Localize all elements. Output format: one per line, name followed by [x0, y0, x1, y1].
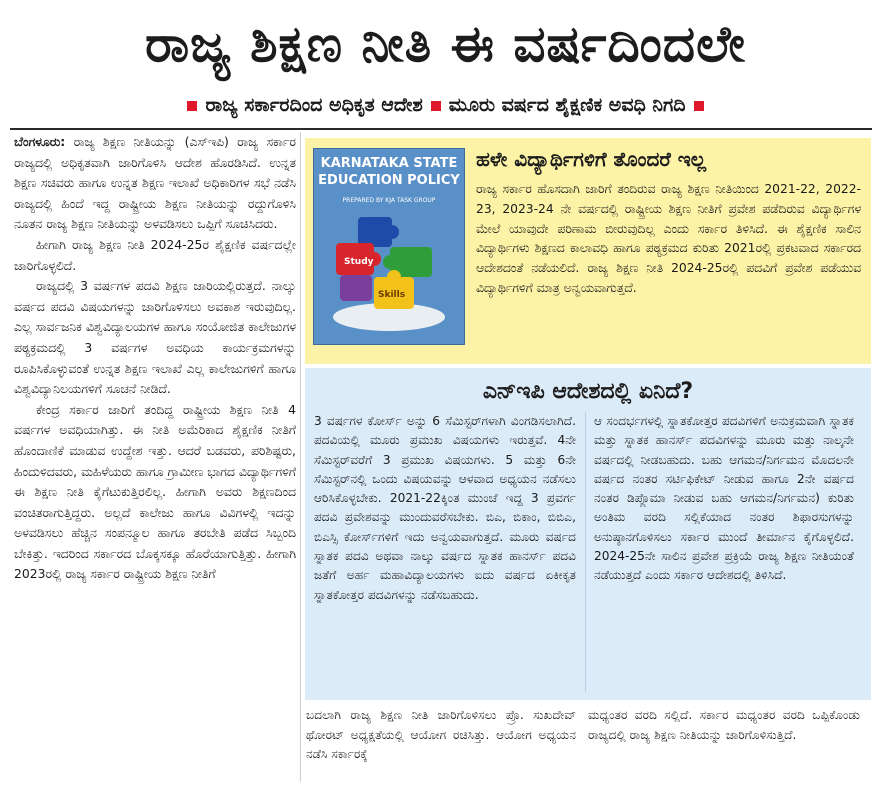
- red-bullet-icon: [187, 101, 197, 111]
- subheadline-part2: ಮೂರು ವರ್ಷದ ಶೈಕ್ಷಣಿಕ ಅವಧಿ ನಿಗದಿ: [448, 94, 686, 116]
- puzzle-pieces-illustration: [328, 209, 450, 334]
- subheadline: [40, 90, 851, 120]
- story-paragraph: ರಾಜ್ಯದಲ್ಲಿ 3 ವರ್ಷಗಳ ಪದವಿ ಶಿಕ್ಷಣ ಜಾರಿಯಲ್ಲಿರುತ್ತದೆ. ನಾಲ್ಕು ವರ್ಷದ ಪದವಿ ವಿಷಯಗಳನ್ನು ಜಾರಿಗೊಳಿಸಲು ಅವಕಾಶ ಇರುವುದಿಲ್ಲ. ಎಲ್ಲ ಸಾರ್ವಜನಿಕ ವಿಶ್ವವಿದ್ಯಾಲಯಗಳ ಹಾಗೂ ಸಂಯೋಜಿತ ಕಾಲೇಜುಗಳ ಪಠ್ಯಕ್ರಮದಲ್ಲಿ 3 ವರ್ಷಗಳ ಅವಧಿಯ ಕಾರ್ಯಕ್ರಮಗಳನ್ನು ರೂಪಿಸಿಕೊಳ್ಳುವಂತೆ ಉನ್ನತ ಶಿಕ್ಷಣ ಇಲಾಖೆ ಎಲ್ಲ ಕಾಲೇಜುಗಳಿಗೆ ಹಾಗೂ ವಿಶ್ವವಿದ್ಯಾನಿಲಯಗಳಿಗೆ ಸೂಚನೆ ನೀಡಿದೆ.: [14, 278, 296, 397]
- story-paragraph: [14, 132, 296, 235]
- cover-prepared-by: PREPARED BY KJA TASK GROUP: [342, 197, 436, 204]
- red-bullet-icon: [431, 101, 441, 111]
- continuation-column-1: ಬದಲಾಗಿ ರಾಜ್ಯ ಶಿಕ್ಷಣ ನೀತಿ ಜಾರಿಗೊಳಿಸಲು ಪ್ರೊ. ಸುಖದೇವ್ ಥೋರಟ್ ಅಧ್ಯಕ್ಷತೆಯಲ್ಲಿ ಆಯೋಗ ರಚಿಸಿತ್ತು. ಆಯೋಗ ಅಧ್ಯಯನ ನಡೆಸಿ ಸರ್ಕಾರಕ್ಕೆ: [306, 708, 576, 761]
- red-bullet-icon: [694, 101, 704, 111]
- blue-box-column-2: ಆ ಸಂದರ್ಭಗಳಲ್ಲಿ ಸ್ನಾತಕೋತ್ತರ ಪದವಿಗಳಿಗೆ ಅನುಕ್ರಮವಾಗಿ ಸ್ನಾತಕ ಮತ್ತು ಸ್ನಾತಕ ಹಾನರ್ಸ್ ಪದವಿಗಳನ್ನು ಮೂರು ಮತ್ತು ನಾಲ್ಕನೇ ವರ್ಷದಲ್ಲಿ ನೀಡಬಹುದು. ಬಹು ಆಗಮನ/ನಿರ್ಗಮನ ಮೊದಲನೇ ವರ್ಷದ ನಂತರ ಸರ್ಟಿಫಿಕೇಟ್ ನೀಡುವ ಹಾಗೂ 2ನೇ ವರ್ಷದ ನಂತರ ಡಿಪ್ಲೊಮಾ ನೀಡುವ ಬಹು ಆಗಮನ/ನಿರ್ಗಮನ) ಕುರಿತು ಅಂತಿಮ ವರದಿ ಸಲ್ಲಿಕೆಯಾದ ನಂತರ ಶಿಫಾರಸುಗಳನ್ನು ಅನುಷ್ಠಾನಗೊಳಿಸಲು ಸರ್ಕಾರ ಮುಂದೆ ತೀರ್ಮಾನ ಕೈಗೊಳ್ಳಲಿದೆ. 2024-25ನೇ ಸಾಲಿನ ಪ್ರವೇಶ ಪ್ರಕ್ರಿಯೆ ರಾಜ್ಯ ಶಿಕ್ಷಣ ನೀತಿಯಂತೆ ನಡೆಯುತ್ತದೆ ಎಂದು ಸರ್ಕಾರ ಆದೇಶದಲ್ಲಿ ತಿಳಿಸಿದೆ.: [594, 414, 854, 583]
- main-story-column: [14, 132, 296, 782]
- story-paragraph: ಹೀಗಾಗಿ ರಾಜ್ಯ ಶಿಕ್ಷಣ ನೀತಿ 2024-25ರ ಶೈಕ್ಷಣಿಕ ವರ್ಷದಲ್ಲೇ ಜಾರಿಗೊಳ್ಳಲಿದೆ.: [14, 236, 296, 273]
- column-divider: [300, 132, 301, 782]
- piece-word-study: Study: [344, 257, 374, 267]
- subheadline-part1: ರಾಜ್ಯ ಸರ್ಕಾರದಿಂದ ಅಧಿಕೃತ ಆದೇಶ: [205, 94, 423, 116]
- header-rule: [10, 128, 872, 130]
- continuation-column-2: ಮಧ್ಯಂತರ ವರದಿ ಸಲ್ಲಿದೆ. ಸರ್ಕಾರ ಮಧ್ಯಂತರ ವರದಿ ಒಪ್ಪಿಕೊಂಡು ರಾಜ್ಯದಲ್ಲಿ ರಾಜ್ಯ ಶಿಕ್ಷಣ ನೀತಿಯನ್ನು ಜಾರಿಗೊಳಿಸುತ್ತಿದೆ.: [588, 708, 860, 742]
- dateline: ಬೆಂಗಳೂರು:: [14, 134, 66, 149]
- policy-cover-image: [313, 148, 465, 345]
- blue-box-heading: ಎನ್‌ಇಪಿ ಆದೇಶದಲ್ಲಿ ಏನಿದೆ?: [482, 379, 694, 404]
- blue-box-column-1: 3 ವರ್ಷಗಳ ಕೋರ್ಸ್ ಅನ್ನು 6 ಸೆಮಿಸ್ಟರ್‌ಗಳಾಗಿ ವಿಂಗಡಿಸಲಾಗಿದೆ. ಪದವಿಯಲ್ಲಿ ಮೂರು ಪ್ರಮುಖ ವಿಷಯಗಳು ಇರುತ್ತವೆ. 4ನೇ ಸೆಮಿಸ್ಟರ್‌ವರೆಗೆ 3 ಪ್ರಮುಖ ವಿಷಯಗಳು. 5 ಮತ್ತು 6ನೇ ಸೆಮಿಸ್ಟರ್‌ನಲ್ಲಿ ಒಂದು ವಿಷಯವನ್ನು ಆಳವಾದ ಅಧ್ಯಯನ ನಡೆಸಲು ಆರಿಸಿಕೊಳ್ಳಬೇಕು. 2021-22ಕ್ಕಿಂತ ಮುಂಚೆ ಇದ್ದ 3 ಪ್ರವರ್ಗ ಪದವಿ ಪ್ರವೇಶವನ್ನು ಮುಂದುವರೆಸಬೇಕು. ಬಿಎ, ಬಿಕಾಂ, ಬಿಬಿಎ, ಬಿಎಸ್ಸಿ ಕೋರ್ಸ್‌ಗಳಿಗೆ ಇದು ಅನ್ವಯವಾಗುತ್ತದೆ. ಮೂರು ವರ್ಷದ ಸ್ನಾತಕ ಪದವಿ ಅಥವಾ ನಾಲ್ಕು ವರ್ಷದ ಸ್ನಾತಕ ಹಾನರ್ಸ್ ಪದವಿ ಜತೆಗೆ ಅರ್ಹ ಮಹಾವಿದ್ಯಾಲಯಗಳು ಐದು ವರ್ಷದ ಏಕೀಕೃತ ಸ್ನಾತಕೋತ್ತರ ಪದವಿಗಳನ್ನು ನಡೆಸಬಹುದು.: [314, 414, 576, 602]
- piece-word-skills: Skills: [378, 290, 406, 300]
- blue-box-divider: [585, 412, 586, 692]
- cover-title: KARNATAKA STATE EDUCATION POLICY: [318, 156, 460, 188]
- headline: ರಾಜ್ಯ ಶಿಕ್ಷಣ ನೀತಿ ಈ ವರ್ಷದಿಂದಲೇ: [145, 15, 746, 73]
- story-paragraph: ಕೇಂದ್ರ ಸರ್ಕಾರ ಜಾರಿಗೆ ತಂದಿದ್ದ ರಾಷ್ಟ್ರೀಯ ಶಿಕ್ಷಣ ನೀತಿ 4 ವರ್ಷಗಳ ಅವಧಿಯಾಗಿತ್ತು. ಈ ನೀತಿ ಅಮೆರಿಕಾದ ಶೈಕ್ಷಣಿಕ ನೀತಿಗೆ ಹೊಂದಾಣಿಕೆ ಮಾಡುವ ಉದ್ದೇಶ ಇತ್ತು. ಆದರೆ ಬಡವರು, ಪರಿಶಿಷ್ಟರು, ಹಿಂದುಳಿದವರು, ಮಹಿಳೆಯರು ಹಾಗೂ ಗ್ರಾಮೀಣ ಭಾಗದ ವಿದ್ಯಾರ್ಥಿಗಳಿಗೆ ಈ ಶಿಕ್ಷಣ ನೀತಿ ಕೈಗೆಟುಕುತ್ತಿರಲಿಲ್ಲ. ಹೀಗಾಗಿ ಅವರು ಶಿಕ್ಷಣದಿಂದ ವಂಚಿತರಾಗುತ್ತಿದ್ದರು. ಅಲ್ಲದೆ ಕಾಲೇಜು ಹಾಗೂ ವಿವಿಗಳಲ್ಲಿ ಇದನ್ನು ಅಳವಡಿಸಲು ಹೆಚ್ಚಿನ ಸಂಪನ್ಮೂಲ ಹಾಗೂ ತರಬೇತಿ ಪಡೆದ ಸಿಬ್ಬಂದಿ ಬೇಕಿತ್ತು. ಇದರಿಂದ ಸರ್ಕಾರದ ಬೊಕ್ಕಸಕ್ಕೂ ಹೊರೆಯಾಗುತ್ತಿತ್ತು. ಹೀಗಾಗಿ 2023ರಲ್ಲಿ ರಾಜ್ಯ ಸರ್ಕಾರ ರಾಷ್ಟ್ರೀಯ ಶಿಕ್ಷಣ ನೀತಿಗೆ: [14, 401, 296, 582]
- paragraph-text: ರಾಜ್ಯ ಶಿಕ್ಷಣ ನೀತಿಯನ್ನು (ಎಸ್‌ಇಪಿ) ರಾಜ್ಯ ಸರ್ಕಾರ ರಾಜ್ಯದಲ್ಲಿ ಅಧಿಕೃತವಾಗಿ ಜಾರಿಗೊಳಿಸಿ ಆದೇಶ ಹೊರಡಿಸಿದೆ. ಉನ್ನತ ಶಿಕ್ಷಣ ಸಚಿವರು ಹಾಗೂ ಉನ್ನತ ಶಿಕ್ಷಣ ಇಲಾಖೆ ಅಧಿಕಾರಿಗಳ ಸಭೆ ನಡೆಸಿ ರಾಜ್ಯದಲ್ಲಿ ಹಿಂದೆ ಇದ್ದ ರಾಷ್ಟ್ರೀಯ ಶಿಕ್ಷಣ ನೀತಿಯನ್ನು ರದ್ದುಗೊಳಿಸಿ ನೂತನ ರಾಜ್ಯ ಶಿಕ್ಷಣ ನೀತಿಯನ್ನು ಅಳವಡಿಸಲು ಒಪ್ಪಿಗೆ ಸೂಚಿಸಿದರು.: [14, 134, 296, 232]
- yellow-box-body: ರಾಜ್ಯ ಸರ್ಕಾರ ಹೊಸದಾಗಿ ಜಾರಿಗೆ ತಂದಿರುವ ರಾಜ್ಯ ಶಿಕ್ಷಣ ನೀತಿಯಿಂದ 2021-22, 2022-23, 2023-24 ನೇ ವರ್ಷದಲ್ಲಿ ರಾಷ್ಟ್ರೀಯ ಶಿಕ್ಷಣ ನೀತಿಗೆ ಪ್ರವೇಶ ಪಡೆದಿರುವ ವಿದ್ಯಾರ್ಥಿಗಳ ಮೇಲೆ ಯಾವುದೇ ಪರಿಣಾಮ ಬೀರುವುದಿಲ್ಲ ಎಂದು ಸರ್ಕಾರ ತಿಳಿಸಿದೆ. ಈ ಶೈಕ್ಷಣಿಕ ಸಾಲಿನ ವಿದ್ಯಾರ್ಥಿಗಳು ಶಿಕ್ಷಣದ ಕಾಲಾವಧಿ ಹಾಗೂ ಪಠ್ಯಕ್ರಮದ ಕುರಿತು 2021ರಲ್ಲಿ ಪ್ರಕಟವಾದ ಸರ್ಕಾರದ ಆದೇಶದಂತೆ ನಡೆಯಲಿದೆ. ರಾಜ್ಯ ಶಿಕ್ಷಣ ನೀತಿ 2024-25ರಲ್ಲಿ ಪದವಿಗೆ ಪ್ರವೇಶ ಪಡೆಯುವ ವಿದ್ಯಾರ್ಥಿಗಳಿಗೆ ಮಾತ್ರ ಅನ್ವಯವಾಗುತ್ತದೆ.: [476, 182, 861, 295]
- yellow-box-heading: ಹಳೇ ವಿದ್ಯಾರ್ಥಿಗಳಿಗೆ ತೊಂದರೆ ಇಲ್ಲ: [476, 147, 707, 171]
